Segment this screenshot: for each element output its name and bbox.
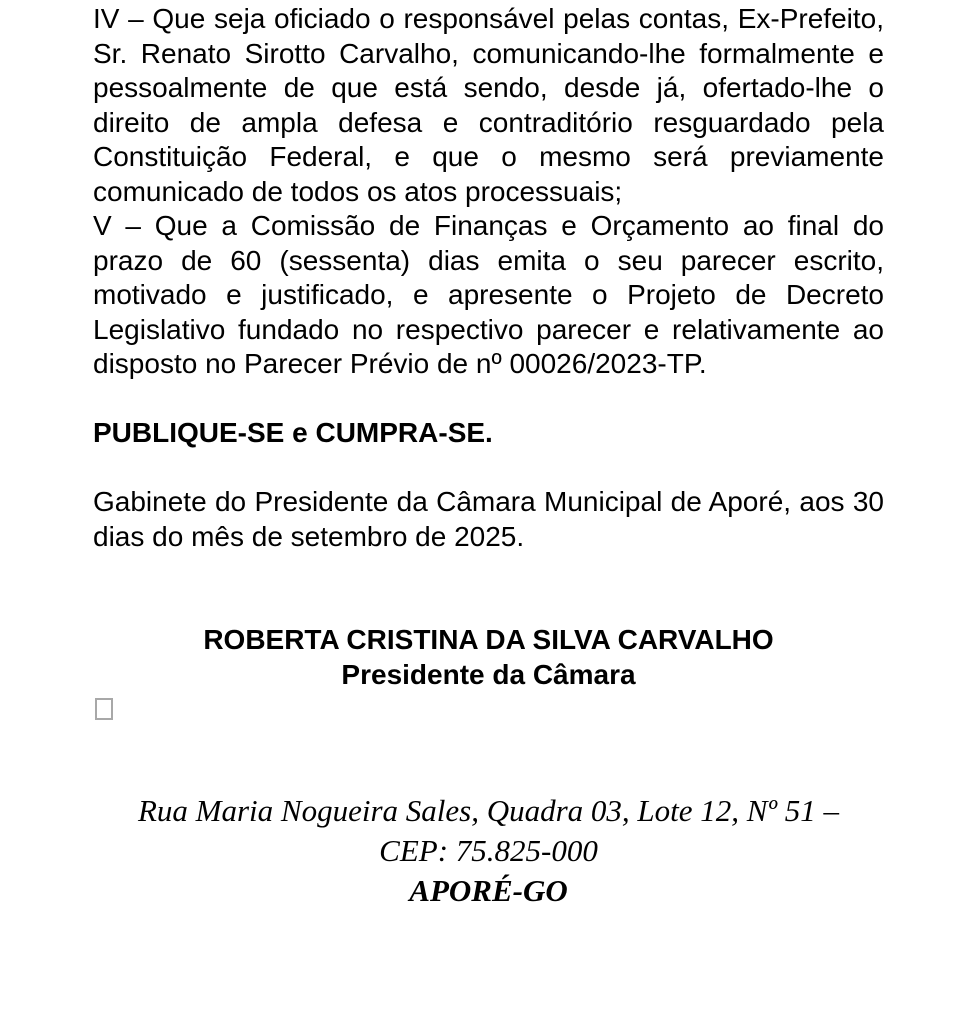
missing-glyph-line [93,692,884,727]
missing-glyph-box-icon [95,698,113,720]
paragraph-item-iv: IV – Que seja oficiado o responsável pelas contas, Ex-Prefeito, Sr. Renato Sirotto Carvalho, comunicando-lhe formalmente e pessoalmente de que está sendo, desde já, ofertado-lhe o direito de ampla defesa e contraditório resguardado pela Constituição Federal, e que o mesmo será previamente comunicado de todos os atos processuais; [93,3,884,207]
footer-address-line-2: CEP: 75.825-000 [379,832,598,868]
signature-block [93,623,884,692]
document-footer [93,791,884,911]
footer-city-state: APORÉ-GO [409,872,568,908]
paragraph-item-v: V – Que a Comissão de Finanças e Orçamento ao final do prazo de 60 (sessenta) dias emita o seu parecer escrito, motivado e justificado, e apresente o Projeto de Decreto Legislativo fundado no respectivo parecer e relativamente ao disposto no Parecer Prévio de nº 00026/2023-TP. [93,210,884,379]
closing-paragraph: Gabinete do Presidente da Câmara Municipal de Aporé, aos 30 dias do mês de setembro de 2025. [93,486,884,552]
document-content [93,2,884,911]
signature-title: Presidente da Câmara [341,658,636,690]
publish-order-line: PUBLIQUE-SE e CUMPRA-SE. [93,417,493,448]
footer-address-line-1: Rua Maria Nogueira Sales, Quadra 03, Lote 12, Nº 51 – [137,792,840,828]
signature-name: ROBERTA CRISTINA DA SILVA CARVALHO [203,624,774,655]
